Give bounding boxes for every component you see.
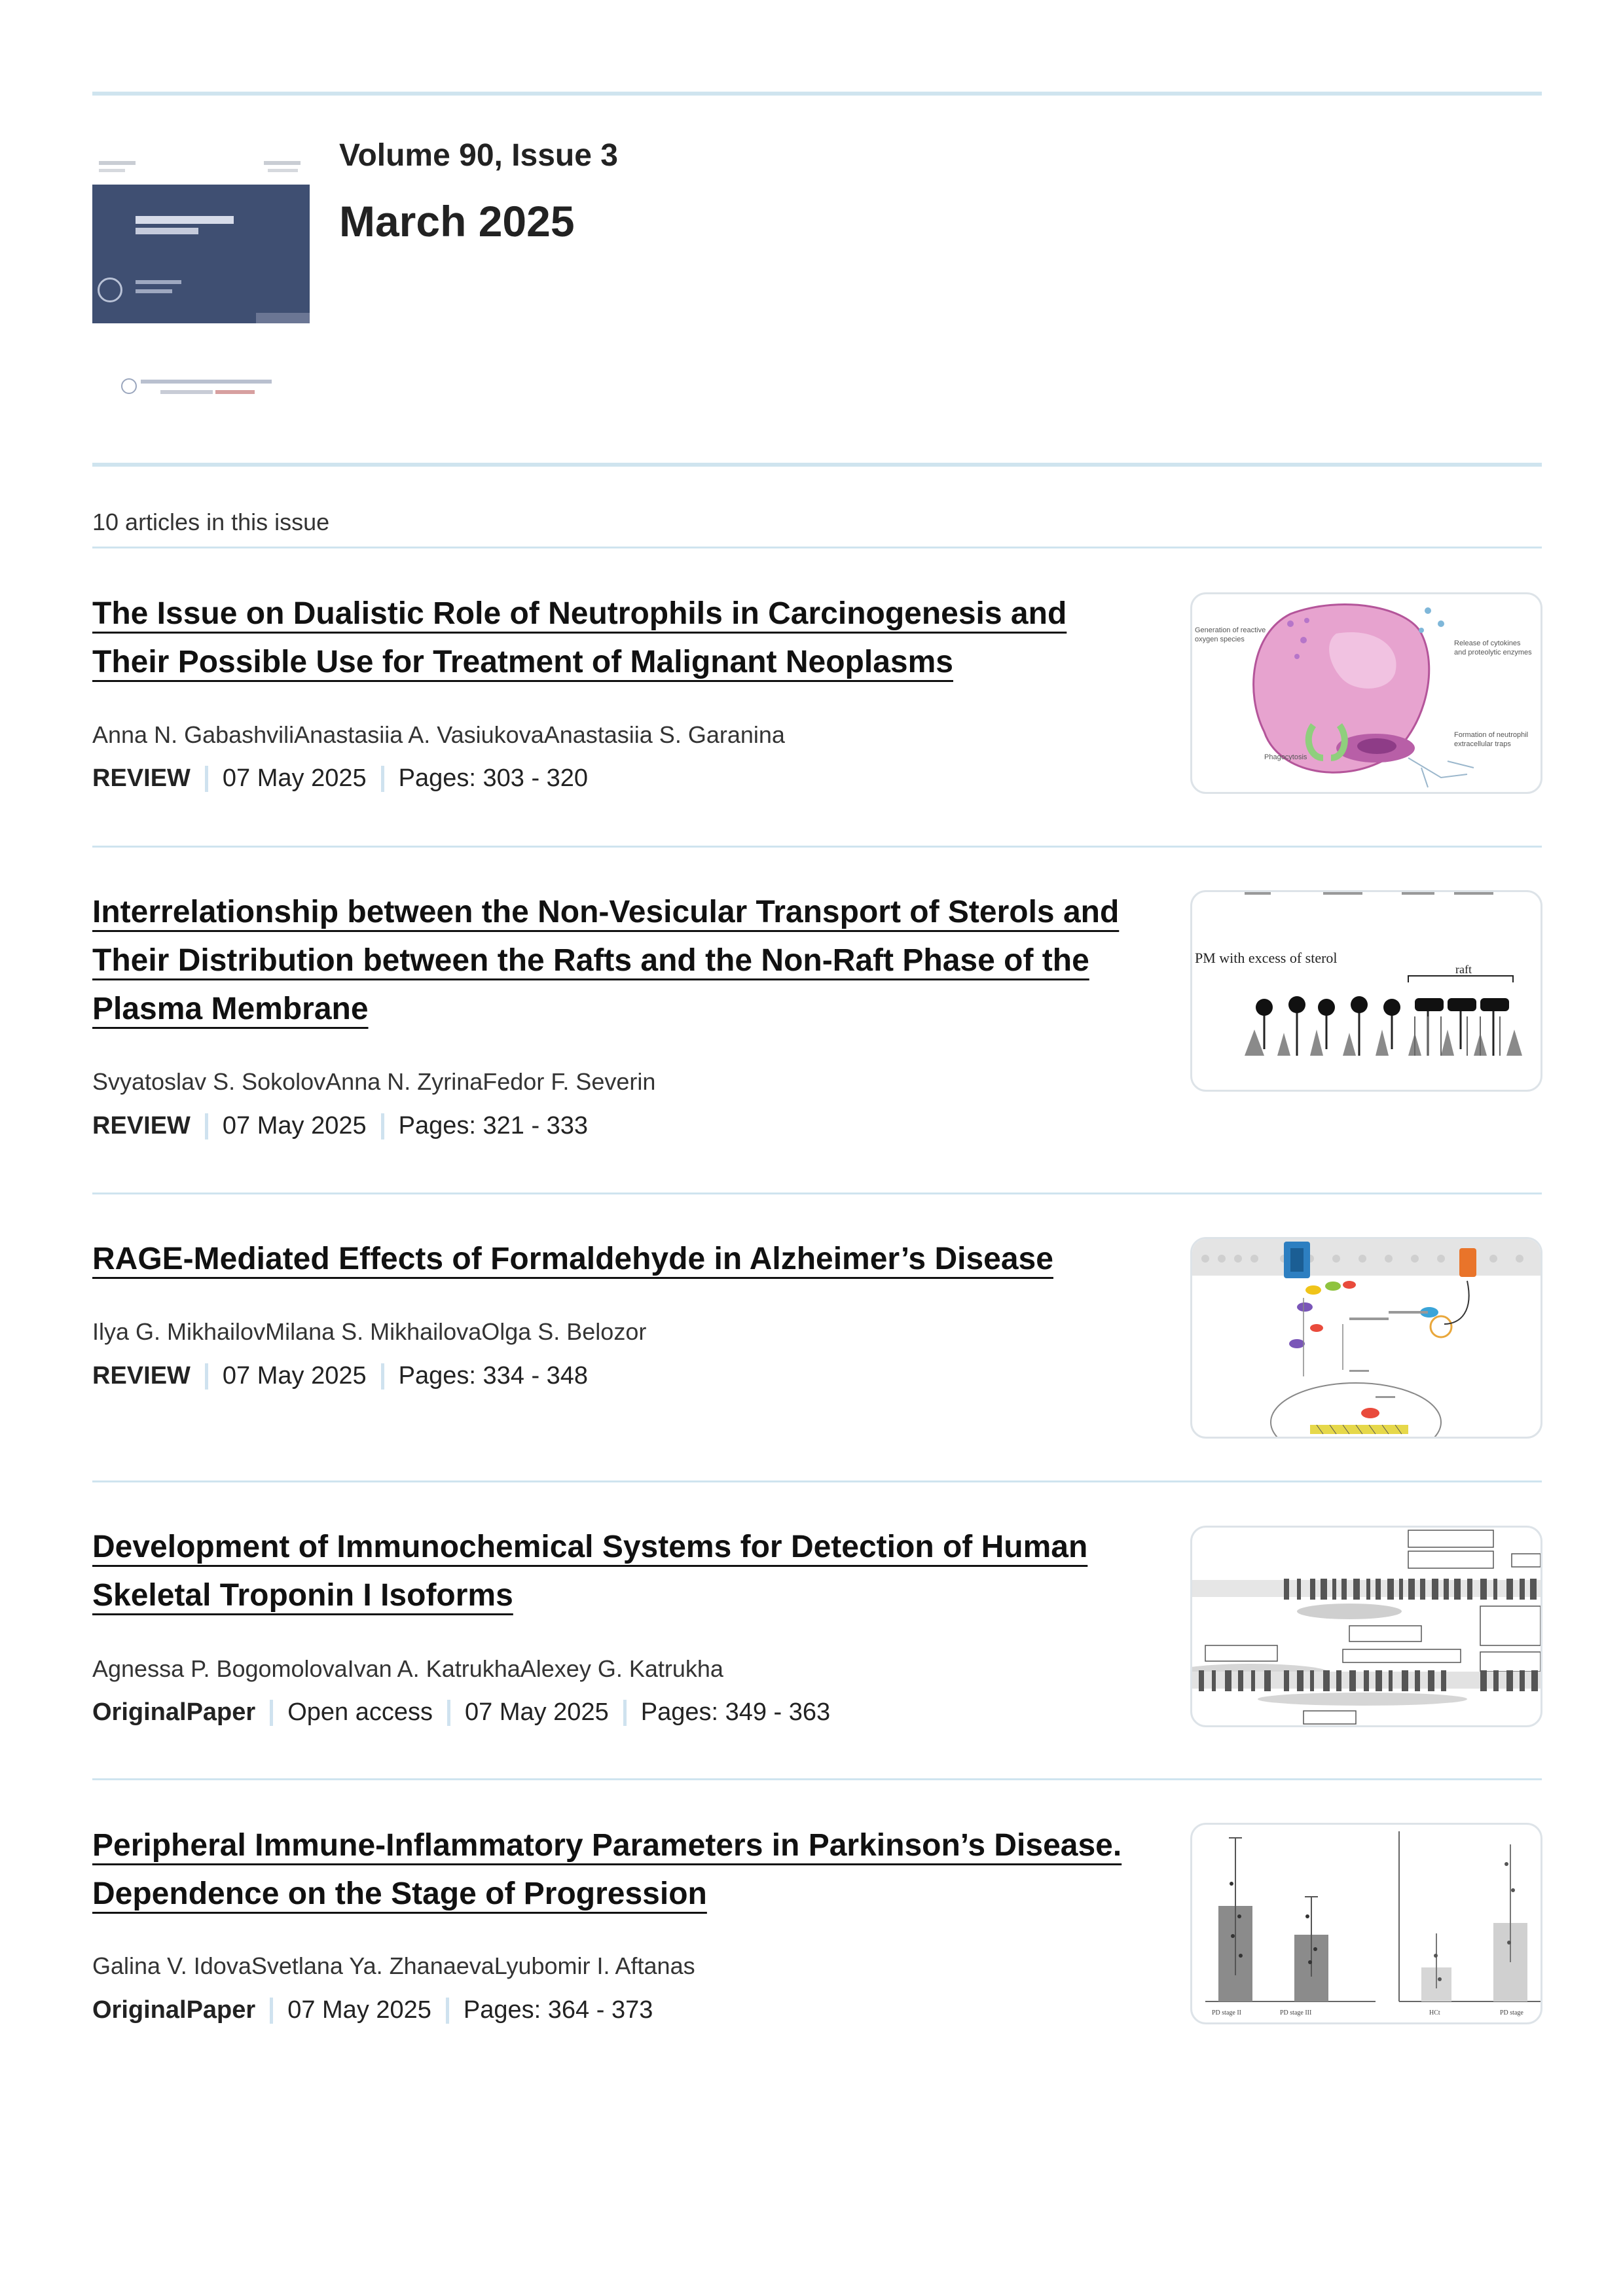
thumbnail-label: HCt (1429, 2009, 1440, 2017)
article-divider (92, 1480, 1542, 1482)
article-divider (92, 846, 1542, 848)
thumbnail-label: Release of cytokines (1454, 639, 1521, 647)
thumbnail-label: raft (1455, 963, 1472, 976)
article-meta (92, 1996, 653, 2024)
article-title[interactable]: Peripheral Immune-Inflammatory Parameters in Parkinson’s Disease. Dependence on the Stage of Progression (92, 1828, 1122, 1911)
article-authors: Svyatoslav S. SokolovAnna N. ZyrinaFedor F. Severin (92, 1068, 656, 1095)
article-authors: Ilya G. MikhailovMilana S. MikhailovaOlga S. Belozor (92, 1318, 647, 1345)
article-divider (92, 1193, 1542, 1194)
publish-date: 07 May 2025 (465, 1698, 609, 1726)
publisher-logo (121, 374, 281, 401)
article-meta (92, 764, 588, 793)
article-meta (92, 1362, 588, 1390)
thumbnail-label: PD stage (1500, 2009, 1523, 2017)
article-meta (92, 1112, 588, 1140)
article-divider (92, 1778, 1542, 1780)
page-range: Pages: 303 - 320 (398, 764, 589, 792)
article-count: 10 articles in this issue (92, 509, 330, 535)
page-range: Pages: 349 - 363 (640, 1698, 831, 1726)
article-authors: Agnessa P. BogomolovaIvan A. KatrukhaAlexey G. Katrukha (92, 1655, 723, 1682)
page-range: Pages: 334 - 348 (398, 1362, 589, 1390)
thumbnail-label: PD stage II (1212, 2009, 1241, 2017)
publish-date: 07 May 2025 (222, 1362, 367, 1390)
article-authors: Anna N. GabashviliAnastasiia A. VasiukovaAnastasiia S. Garanina (92, 721, 785, 748)
publish-date: 07 May 2025 (287, 1996, 431, 2024)
article-thumbnail[interactable] (1190, 592, 1542, 794)
article-thumbnail[interactable] (1190, 1823, 1542, 2024)
page-range: Pages: 364 - 373 (463, 1996, 653, 2024)
thumbnail-label: PM with excess of sterol (1195, 950, 1338, 966)
thumbnail-label: oxygen species (1195, 636, 1245, 643)
journal-cover-image[interactable] (92, 137, 310, 432)
article-type: REVIEW (92, 1362, 191, 1390)
article-thumbnail[interactable] (1190, 1526, 1542, 1727)
publish-date: 07 May 2025 (222, 1112, 367, 1139)
thumbnail-label: PD stage III (1280, 2009, 1312, 2017)
article-title[interactable]: The Issue on Dualistic Role of Neutrophils in Carcinogenesis and Their Possible Use for Treatment of Malignant Neoplasms (92, 596, 1067, 679)
thumbnail-label: Formation of neutrophil (1454, 731, 1529, 739)
article-title[interactable]: Interrelationship between the Non-Vesicular Transport of Sterols and Their Distribution between the Rafts and the Non-Raft Phase of the Plasma Membrane (92, 895, 1120, 1026)
list-divider (92, 547, 1542, 548)
article-title[interactable]: RAGE-Mediated Effects of Formaldehyde in Alzheimer’s Disease (92, 1242, 1053, 1276)
header-divider (92, 463, 1542, 467)
access-badge: Open access (287, 1698, 433, 1726)
thumbnail-label: and proteolytic enzymes (1454, 649, 1532, 656)
article-title[interactable]: Development of Immunochemical Systems for Detection of Human Skeletal Troponin I Isoforms (92, 1530, 1088, 1613)
top-divider (92, 92, 1542, 96)
thumbnail-label: Generation of reactive (1195, 626, 1266, 634)
article-authors: Galina V. IdovaSvetlana Ya. ZhanaevaLyubomir I. Aftanas (92, 1952, 695, 1979)
article-thumbnail[interactable] (1190, 890, 1542, 1092)
article-type: REVIEW (92, 1112, 191, 1139)
article-thumbnail[interactable] (1190, 1237, 1542, 1439)
article-type: OriginalPaper (92, 1996, 256, 2024)
publish-date: 07 May 2025 (222, 764, 367, 792)
article-type: OriginalPaper (92, 1698, 256, 1726)
thumbnail-label: Phagocytosis (1264, 753, 1307, 761)
thumbnail-label: extracellular traps (1454, 740, 1511, 748)
article-type: REVIEW (92, 764, 191, 792)
issue-date: March 2025 (339, 197, 575, 245)
article-meta (92, 1698, 830, 1727)
page-range: Pages: 321 - 333 (398, 1112, 589, 1139)
issue-volume: Volume 90, Issue 3 (339, 138, 618, 173)
